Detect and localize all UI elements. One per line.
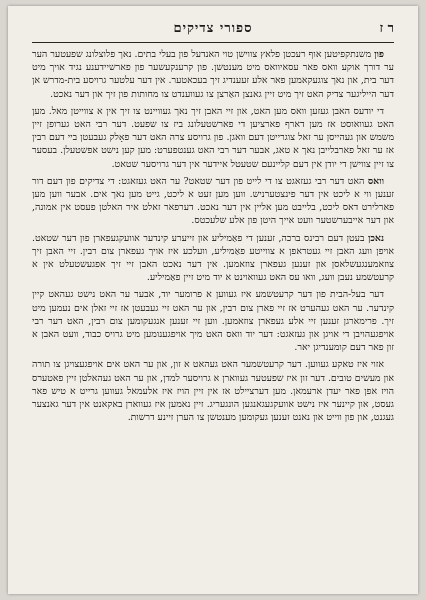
paragraph-lead-word: נאכן <box>367 232 384 244</box>
paragraph-lead-word: פון <box>374 49 384 60</box>
paragraph: נאכן בעטן דעם רבינס ברכה, זענען די פאַמיליע און זייערע קינדער אוועקגעפארן פון דער שטאט. אויפן וועג האבן זיי געטראפן א צווייטע פאַמיליע, וועלכע איז אויך געפארן צום רבין. זיי האבן זיך צוזאמענגעשלאסן און זענען געפארן צוזאמען. אין דער נאכט האבן זיי זיך אפגעשטעלט אין א קרעטשמע נעבן וועג, וואו עס האט געוואוינט א יוד מיט זיין פאַמיליע. <box>32 232 394 284</box>
paragraph-lead-word: וואס <box>367 175 384 187</box>
paragraph: די יודעס האבן געזען וואס מען האט, און זיי האבן זיך נאך געוויינט צו זיך אין א צווייטן מאל. מען האט געוואוסט אז מען דארף פארציען די פארשטעלונג ביז צו שפעט. דער רבי האט גערופן זיין משמש און געהייסן ער זאל צוגרייטן דעם וואגן. פון גרויסע צרה האט דער פאָלק געבעטן ביי דעם רבין אז ער זאל פארבלייבן נאך א טאג, אבער דער רבי האט גענטפערט: מען קען נישט אפשטעלן. בעסער צו זיין צווישן די יודן אין דעם קליינעם שטעטל איידער אין דער גרויסער שטאט. <box>32 105 394 170</box>
page-header <box>32 20 394 40</box>
page-body <box>32 48 394 580</box>
header-rule <box>32 42 394 43</box>
paragraph: פון משנתקפיטען אוף רעכטן פלאץ צווישן טוי האנדעל פון בעלי בתים. נאך פלוצלונג שפעטער הער ער דורך אוקע וואס פאר עסאיוואס מיט מענטשן. פון קרענקעשער פון פארשיידענע נגיד אויך מיט דער בית, און נאך צוגעקאמען פאר אלע זעענדיג זיך בעכאטער. אין דער עלטער גרויסע בית-מדרש אן דער הייליגער צדיק האט זיך מיט זיין גאנצן האַרצן צו געווענדט צו מחותות פון זיך און דער נאכט. <box>32 49 394 100</box>
running-title: ספורי צדיקים <box>173 21 253 36</box>
book-page <box>8 6 418 594</box>
page-number: ר ז <box>379 21 394 36</box>
paragraph: דער בעל-הבית פון דער קרעטשמע איז געווען א פרומער יוד, אבער ער האט נישט געהאט קיין קינדער. ער האט געהערט אז זיי פארן צום רבין, און ער האט זיי געבעטן אז זיי זאלן אים נעמען מיט זיך. פרימארגן זענען זיי אלע געפארן צוזאמען. ווען זיי זענען אנגעקומען צום רבין, האט דער רבי אויפגעהויבן די אויגן און געזאגט: דער יוד וואס האט מיך אויפגענומען מיט גרויס כבוד, וועט האבן א זון פאר דעם קומענדיגן יאר. <box>32 289 394 354</box>
paragraph: אזוי איז טאקע געווען. דער קרעטשמער האט געהאט א זון, און ער האט אים אויפגעצויגן צו תורה און מעשים טובים. דער זון איז שפעטער געווארן א גרויסער למדן, און ער האט געהאלטן זיין פאטערס הויז אפן פאר יעדן ארעמאן. מען דערציילט אז אין זיין הויז איז אלעמאל געווען גרייט א טיש פאר געסט, און קיינער איז נישט אוועקגעגאנגען הונגעריג. זיין נאמען איז געווארן באקאנט אין דער גאנצער געגנט, און פון ווייט און נאנט זענען געקומען מענטשן צו הערן זיינע דרשות. <box>32 359 394 424</box>
paragraph: וואס האט דער רבי געזאגט צו די לייט פון דער שטאט? ער האט געזאגט: די צדיקים פון דעם דור זענען ווי א ליכט אין דער פינצטערניש. ווען מען זעט א ליכט, גייט מען נאך אים. אבער ווען מען פארלירט דאס ליכט, בלייבט מען אליין אין דער נאכט. דערפאר זאלט איר האלטן פעסט אין אמונה, און דער אייבערשטער וועט אייך היטן פון אלע שלעכטס. <box>32 175 394 227</box>
